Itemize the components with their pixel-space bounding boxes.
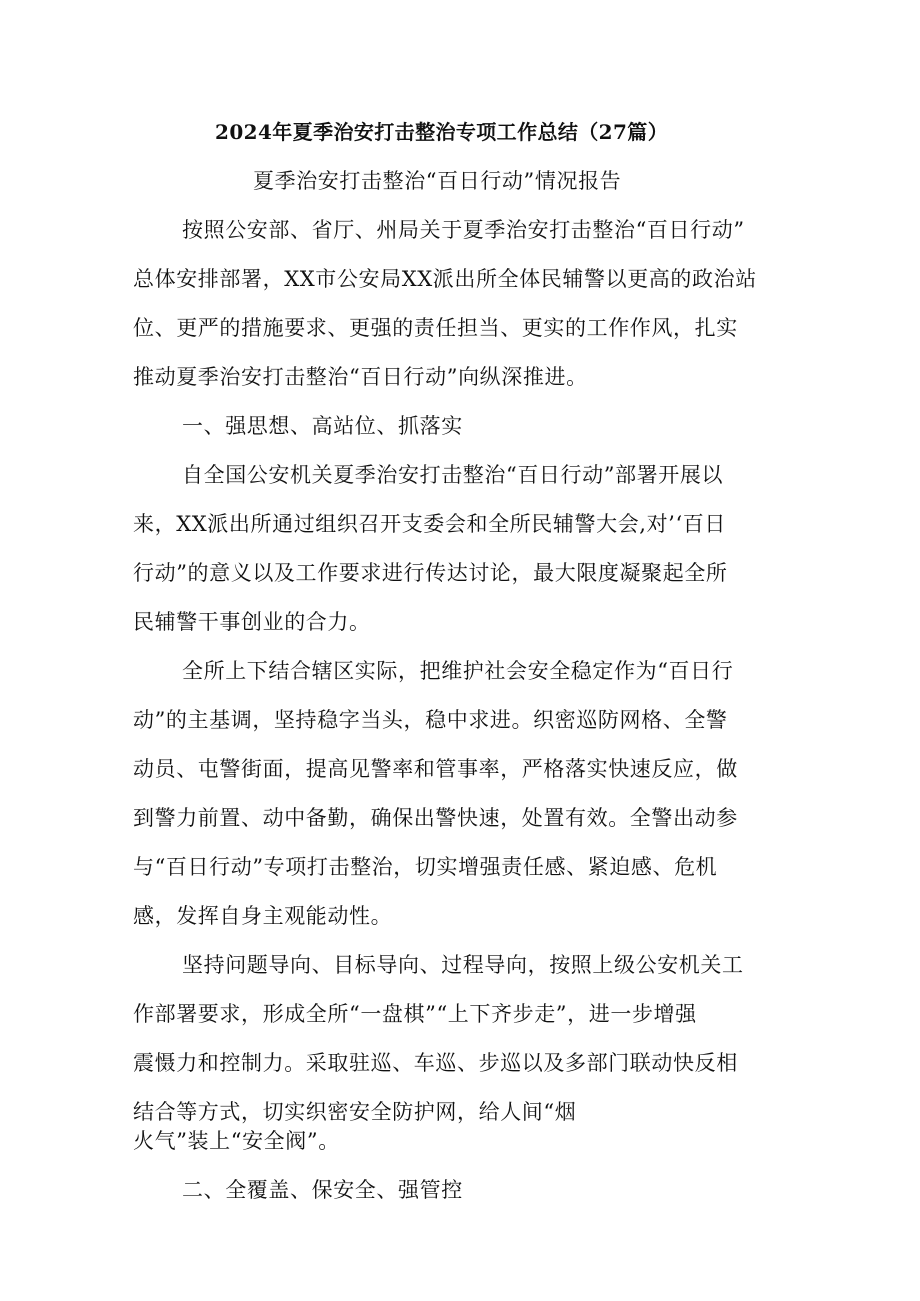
paragraph-line: 自全国公安机关夏季治安打击整治“百日行动”部署开展以 bbox=[182, 463, 724, 487]
paragraph-line: 动员、屯警街面，提高见警率和管事率，严格落实快速反应，做 bbox=[133, 757, 738, 781]
paragraph-line: 民辅警干事创业的合力。 bbox=[133, 610, 371, 634]
paragraph-line: 位、更严的措施要求、更强的责任担当、更实的工作作风，扎实 bbox=[133, 316, 738, 340]
paragraph-line: 总体安排部署，XX市公安局XX派出所全体民辅警以更高的政治站 bbox=[133, 267, 757, 291]
paragraph-line: 全所上下结合辖区实际，把维护社会安全稳定作为“百日行 bbox=[182, 659, 734, 683]
paragraph-line: 与“百日行动”专项打击整治，切实增强责任感、紧迫感、危机 bbox=[133, 855, 718, 879]
paragraph-line: 推动夏季治安打击整治“百日行动”向纵深推进。 bbox=[133, 365, 588, 389]
paragraph-line: 震慑力和控制力。采取驻巡、车巡、步巡以及多部门联动快反相 bbox=[133, 1051, 738, 1075]
paragraph-line: 结合等方式，切实织密安全防护网，给人间“烟 bbox=[133, 1100, 577, 1124]
document-subtitle: 夏季治安打击整治“百日行动”情况报告 bbox=[253, 169, 622, 193]
section-heading: 二、全覆盖、保安全、强管控 bbox=[182, 1178, 463, 1202]
paragraph-line: 坚持问题导向、目标导向、过程导向，按照上级公安机关工 bbox=[182, 953, 744, 977]
paragraph-line: 感，发挥自身主观能动性。 bbox=[133, 904, 393, 928]
document-title: 2024年夏季治安打击整治专项工作总结（27篇） bbox=[215, 120, 669, 144]
paragraph-line: 到警力前置、动中备勤，确保出警快速，处置有效。全警出动参 bbox=[133, 806, 738, 830]
section-heading: 一、强思想、高站位、抓落实 bbox=[182, 414, 463, 438]
paragraph-line: 来，XX派出所通过组织召开支委会和全所民辅警大会,对’‘百日 bbox=[133, 512, 726, 536]
paragraph-line: 行动”的意义以及工作要求进行传达讨论，最大限度凝聚起全所 bbox=[133, 561, 728, 585]
paragraph-line: 火气”装上“安全阀”。 bbox=[133, 1129, 340, 1153]
paragraph-line: 作部署要求，形成全所“一盘棋”“上下齐步走”，进一步增强 bbox=[133, 1002, 697, 1026]
paragraph-line: 动”的主基调，坚持稳字当头，稳中求进。织密巡防网格、全警 bbox=[133, 708, 728, 732]
paragraph-line: 按照公安部、省厅、州局关于夏季治安打击整治“百日行动” bbox=[182, 218, 745, 242]
